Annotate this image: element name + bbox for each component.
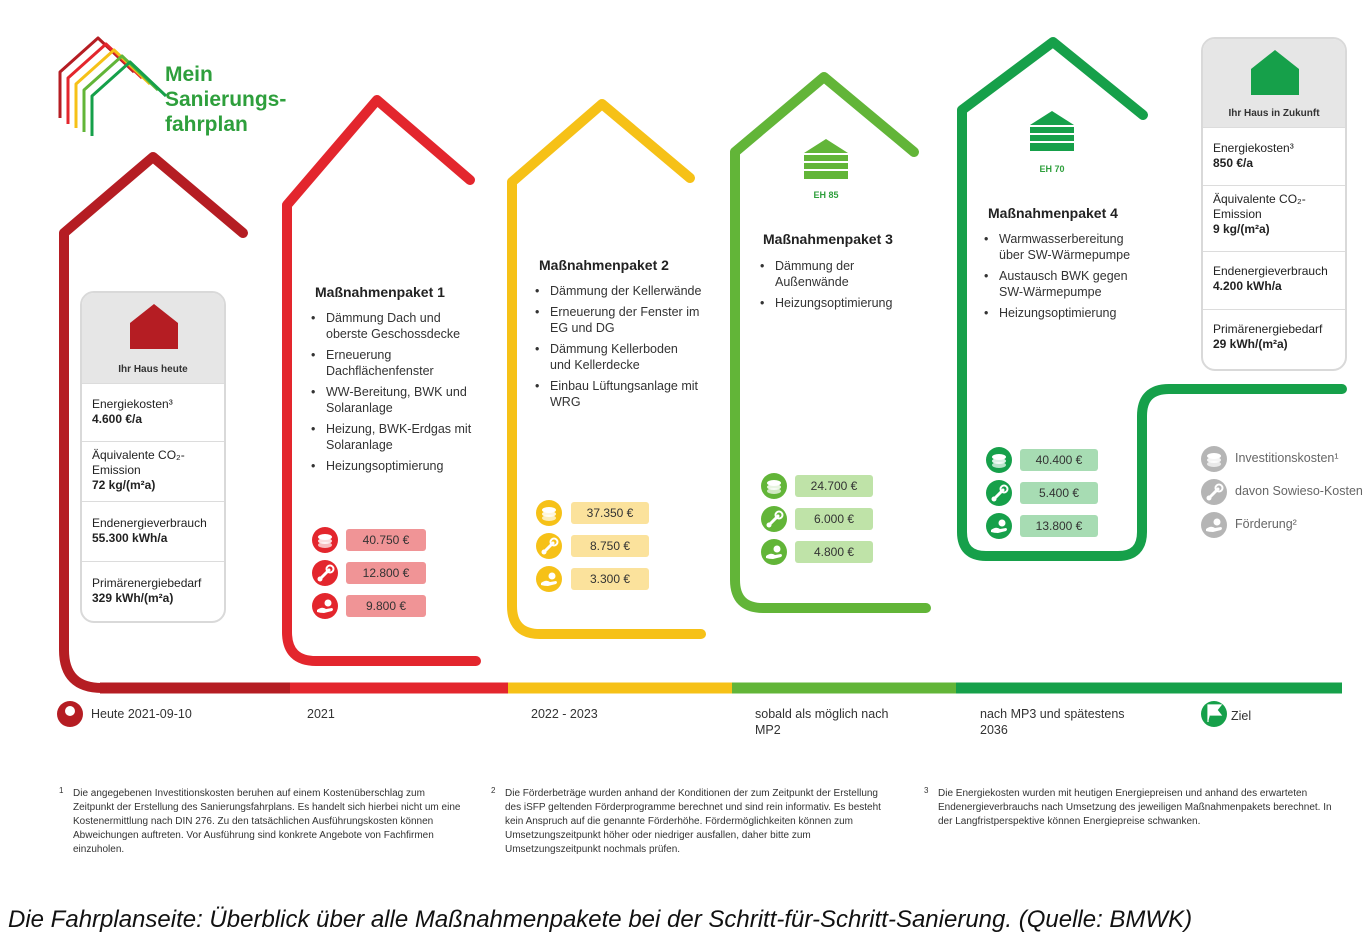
flag-icon [1201, 701, 1227, 727]
package-4-title: Maßnahmenpaket 4 [988, 205, 1118, 221]
cost-value: 3.300 € [571, 568, 649, 590]
package-2-measures [532, 283, 702, 415]
primary-energy-row: Primärenergiebedarf 329 kWh/(m²a) [82, 561, 224, 621]
hand-coin-icon [1201, 512, 1227, 538]
footnote-3: 3 Die Energiekosten wurden mit heutigen Energiepreisen und anhand des erwarteten Endenergieverbrauchs nach Umsetzung des jeweiligen Maßnahmenpakets berechnet. In der Langfristperspektive können Energiepreise schwanken. [924, 786, 1332, 827]
wrench-icon [761, 506, 787, 532]
list-item: • WW-Bereitung, BWK und Solaranlage [308, 384, 478, 416]
cost-value: 8.750 € [571, 535, 649, 557]
cost-value: 13.800 € [1020, 515, 1098, 537]
package-2-title: Maßnahmenpaket 2 [539, 257, 669, 273]
list-item: • Einbau Lüftungsanlage mit WRG [532, 378, 702, 410]
hand-coin-icon [312, 593, 338, 619]
package-3-title: Maßnahmenpaket 3 [763, 231, 893, 247]
logo-title: Mein Sanierungs- fahrplan [165, 63, 287, 136]
final-energy-row: Endenergieverbrauch 4.200 kWh/a [1203, 251, 1345, 309]
timeline-label-today: Heute 2021-09-10 [91, 707, 192, 721]
cost-value: 12.800 € [346, 562, 426, 584]
coins-icon [986, 447, 1012, 473]
hand-coin-icon [536, 566, 562, 592]
timeline-label-mp4: nach MP3 und spätestens 2036 [980, 707, 1125, 737]
timeline-label-mp2: 2022 - 2023 [531, 707, 598, 721]
coins-icon [761, 473, 787, 499]
cost-value: 4.800 € [795, 541, 873, 563]
list-item: • Erneuerung der Fenster im EG und DG [532, 304, 702, 336]
figure-caption: Die Fahrplanseite: Überblick über alle Maßnahmenpakete bei der Schritt-für-Schritt-Sanierung. (Quelle: BMWK) [8, 906, 1193, 933]
cost-value: 6.000 € [795, 508, 873, 530]
package-3-measures [757, 258, 917, 316]
efficiency-class-label: EH 70 [1039, 164, 1065, 174]
legend-label: Investitionskosten¹ [1235, 451, 1339, 465]
cost-value: 37.350 € [571, 502, 649, 524]
logo-icon [60, 38, 166, 136]
coins-icon [536, 500, 562, 526]
list-item: • Heizungsoptimierung [757, 295, 917, 311]
energy-costs-row: Energiekosten³ 4.600 €/a [82, 383, 224, 441]
wrench-icon [986, 480, 1012, 506]
package-1-measures [308, 310, 478, 479]
hand-coin-icon [761, 539, 787, 565]
cost-value: 24.700 € [795, 475, 873, 497]
efficiency-class-label: EH 85 [813, 190, 839, 200]
efficiency-house-badge-icon [800, 137, 852, 187]
list-item: • Warmwasserbereitung über SW-Wärmepumpe [981, 231, 1146, 263]
cost-value: 5.400 € [1020, 482, 1098, 504]
final-energy-row: Endenergieverbrauch 55.300 kWh/a [82, 501, 224, 561]
legend-label: davon Sowieso-Kosten [1235, 484, 1363, 498]
energy-costs-row: Energiekosten³ 850 €/a [1203, 127, 1345, 185]
timeline-label-mp1: 2021 [307, 707, 335, 721]
list-item: • Heizungsoptimierung [981, 305, 1146, 321]
cost-value: 9.800 € [346, 595, 426, 617]
primary-energy-row: Primärenergiebedarf 29 kWh/(m²a) [1203, 309, 1345, 369]
package-1-title: Maßnahmenpaket 1 [315, 284, 445, 300]
card-header: Ihr Haus heute [82, 293, 224, 383]
list-item: • Austausch BWK gegen SW-Wärmepumpe [981, 268, 1146, 300]
legend-label: Förderung² [1235, 517, 1297, 531]
list-item: • Heizung, BWK-Erdgas mit Solaranlage [308, 421, 478, 453]
wrench-icon [536, 533, 562, 559]
coins-icon [312, 527, 338, 553]
cost-value: 40.400 € [1020, 449, 1098, 471]
list-item: • Dämmung der Außenwände [757, 258, 917, 290]
list-item: • Dämmung der Kellerwände [532, 283, 702, 299]
list-item: • Dämmung Kellerboden und Kellerdecke [532, 341, 702, 373]
cost-value: 40.750 € [346, 529, 426, 551]
efficiency-house-badge-icon [1026, 109, 1078, 159]
list-item: • Heizungsoptimierung [308, 458, 478, 474]
co2-emission-row: Äquivalente CO₂-Emission 72 kg/(m²a) [82, 441, 224, 501]
footnote-1: 1 Die angegebenen Investitionskosten beruhen auf einem Kostenüberschlag zum Zeitpunkt der Erstellung des Sanierungsfahrplans. Es handelt sich hierbei nicht um eine Kostenermittlung nach DIN 276. Zu den tatsächlichen Ausführungskosten können Abweichungen auftreten. Vor Ausführung sind konkrete Angebote von Fachfirmen einzuholen. [59, 786, 461, 855]
package-4-measures [981, 231, 1146, 326]
co2-emission-row: Äquivalente CO₂-Emission 9 kg/(m²a) [1203, 185, 1345, 251]
coins-icon [1201, 446, 1227, 472]
list-item: • Dämmung Dach und oberste Geschossdecke [308, 310, 478, 342]
timeline-label-mp3: sobald als möglich nach MP2 [755, 707, 889, 737]
wrench-icon [1201, 479, 1227, 505]
timeline-label-goal: Ziel [1231, 709, 1252, 723]
location-pin-icon [57, 701, 83, 727]
card-header: Ihr Haus in Zukunft [1203, 39, 1345, 127]
wrench-icon [312, 560, 338, 586]
future-house-card [1201, 37, 1347, 371]
hand-coin-icon [986, 513, 1012, 539]
list-item: • Erneuerung Dachflächenfenster [308, 347, 478, 379]
current-house-card [80, 291, 226, 623]
footnote-2: 2 Die Förderbeträge wurden anhand der Konditionen der zum Zeitpunkt der Erstellung des iSFP geltenden Förderprogramme berechnet und sind rein informativ. Es besteht kein Anspruch auf die genannte Förderhöhe. Fördermöglichkeiten können zum Umsetzungszeitpunkt höher oder niedriger ausfallen, daher bitte zum Umsetzungszeitpunkt nochmals prüfen. [491, 786, 881, 855]
